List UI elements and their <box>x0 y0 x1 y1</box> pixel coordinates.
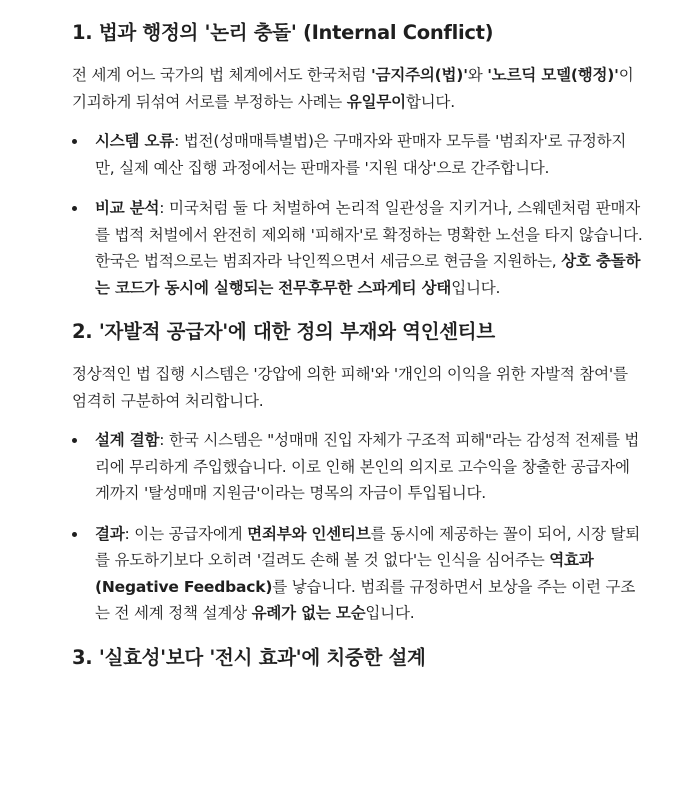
bullet-dot <box>72 206 77 211</box>
intro-text: 정상적인 법 집행 시스템은 '강압에 의한 피해'와 '개인의 이익을 위한 자발적 참여'를 엄격히 구분하여 처리합니다. <box>72 365 628 410</box>
bullet-label: 설계 결함 <box>95 431 160 449</box>
bullet-label: 결과 <box>95 524 125 543</box>
section-heading-1: 1. 법과 행정의 '논리 충돌' (Internal Conflict) <box>72 21 494 44</box>
list-item <box>72 521 644 627</box>
bullet-bold: 유례가 없는 모순 <box>251 604 366 622</box>
bullet-label: 시스템 오류 <box>95 132 175 150</box>
bullet-text: 입니다. <box>365 604 415 622</box>
bullet-dot <box>72 532 77 537</box>
bullet-text: : 한국 시스템은 "성매매 진입 자체가 구조적 피해"라는 감성적 전제를 법리에 무리하게 주입했습니다. 이로 인해 본인의 의지로 고수익을 창출한 공급자에게까지 '탈성매매 지원금'이라는 명목의 자금이 투입됩니다. <box>95 431 640 502</box>
bullet-text: : 이는 공급자에게 <box>124 524 248 543</box>
bullet-bold: 상호 충돌하는 코드가 동시에 실행되는 전무후무한 스파게티 상태 <box>95 252 641 297</box>
intro-text: 전 세계 어느 국가의 법 체계에서도 한국처럼 <box>72 66 372 84</box>
intro-text: 이 기괴하게 뒤섞여 서로를 부정하는 사례는 <box>72 66 634 111</box>
intro-text: 와 <box>467 66 488 84</box>
list-item <box>72 427 644 507</box>
bullet-text: 입니다. <box>451 278 501 297</box>
section-heading-3: 3. '실효성'보다 '전시 효과'에 치중한 설계 <box>72 645 426 669</box>
section-1-intro <box>72 62 644 116</box>
bullet-text: : 미국처럼 둘 다 처벌하여 논리적 일관성을 지키거나, 스웨덴처럼 판매자를 법적 처벌에서 완전히 제외해 '피해자'로 확정하는 명확한 노선을 타지 않습니다. 한국은 법적으로는 범죄자라 낙인찍으면서 세금으로 현금을 지원하는, <box>95 199 643 270</box>
intro-bold: '노르딕 모델(행정)' <box>487 66 619 84</box>
bullet-dot <box>72 139 77 144</box>
bullet-text: : 법전(성매매특별법)은 구매자와 판매자 모두를 '범죄자'로 규정하지만, 실제 예산 집행 과정에서는 판매자를 '지원 대상'으로 간주합니다. <box>95 132 627 177</box>
list-item <box>72 128 644 181</box>
section-1-list <box>72 128 644 301</box>
section-2-intro <box>72 361 644 415</box>
bullet-dot <box>72 438 77 443</box>
list-item <box>72 195 644 301</box>
intro-text: 합니다. <box>405 93 455 111</box>
bullet-label: 비교 분석 <box>95 199 160 217</box>
bullet-bold: 면죄부와 인센티브 <box>247 524 371 543</box>
section-heading-2: 2. '자발적 공급자'에 대한 정의 부재와 역인센티브 <box>72 320 495 343</box>
bullet-text: 를 낳습니다. 범죄를 규정하면서 보상을 주는 이런 구조는 전 세계 정책 설계상 <box>95 577 636 622</box>
section-2-list <box>72 427 644 627</box>
bullet-bold: 역효과(Negative Feedback) <box>95 551 594 596</box>
intro-bold: '금지주의(법)' <box>371 66 468 84</box>
bullet-text: 를 동시에 제공하는 꼴이 되어, 시장 탈퇴를 유도하기보다 오히려 '걸려도 손해 볼 것 없다'는 인식을 심어주는 <box>95 524 641 569</box>
intro-bold: 유일무이 <box>346 93 406 111</box>
